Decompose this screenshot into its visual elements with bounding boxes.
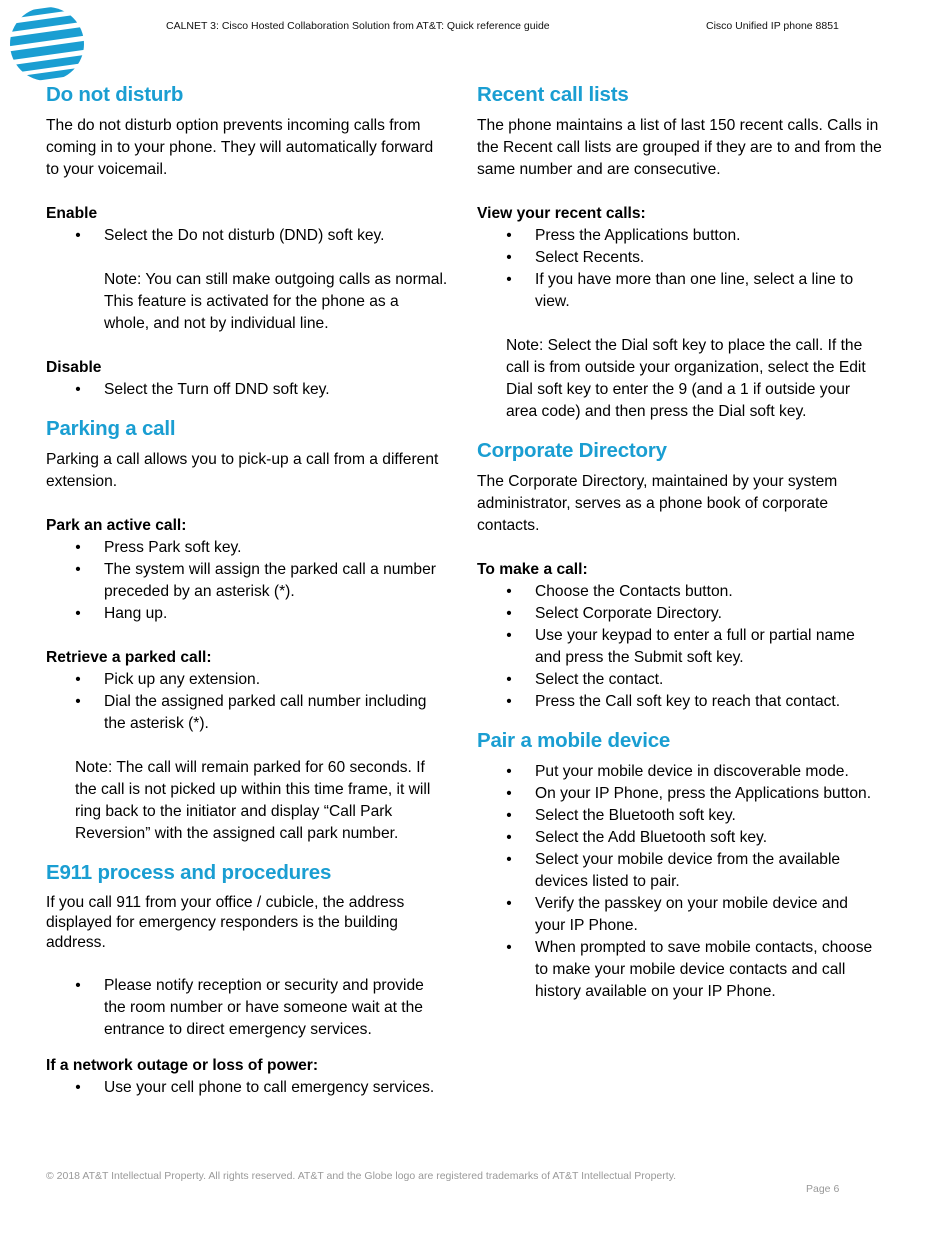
park-retrieve-label: Retrieve a parked call: <box>46 649 212 666</box>
park-active-list <box>46 537 448 625</box>
list-item: • Use your cell phone to call emergency services. <box>75 1079 435 1096</box>
directory-intro: The Corporate Directory, maintained by your system administrator, serves as a phone book of corporate contacts. <box>477 473 838 534</box>
header-title: CALNET 3: Cisco Hosted Collaboration Solution from AT&T: Quick reference guide <box>166 20 550 32</box>
list-item: • Hang up. <box>75 605 168 622</box>
list-item: • Please notify reception or security and provide the room number or have someone wait at the entrance to direct emergency services. <box>75 977 424 1038</box>
footer-copyright: © 2018 AT&T Intellectual Property. All rights reserved. AT&T and the Globe logo are registered trademarks of AT&T Intellectual Property. <box>46 1170 677 1182</box>
recent-intro: The phone maintains a list of last 150 recent calls. Calls in the Recent call lists are grouped if they are to and from the same number and are consecutive. <box>477 117 882 178</box>
left-column <box>46 82 448 1099</box>
list-item: • Select Recents. <box>506 249 645 266</box>
dnd-disable-label: Disable <box>46 359 102 376</box>
dnd-disable-list <box>46 379 448 401</box>
e911-list <box>46 975 448 1041</box>
list-item: • If you have more than one line, select a line to view. <box>506 271 854 310</box>
recent-view-label: View your recent calls: <box>477 205 646 222</box>
list-item: • The system will assign the parked call a number preceded by an asterisk (*). <box>75 561 436 600</box>
park-intro: Parking a call allows you to pick-up a call from a different extension. <box>46 451 439 490</box>
list-item: • Use your keypad to enter a full or partial name and press the Submit soft key. <box>506 627 855 666</box>
list-item: • Select Corporate Directory. <box>506 605 722 622</box>
list-item: • Verify the passkey on your mobile device and your IP Phone. <box>506 895 848 934</box>
directory-call-label: To make a call: <box>477 561 588 578</box>
park-note: Note: The call will remain parked for 60 seconds. If the call is not picked up within this time frame, it will ring back to the initiator and display “Call Park Reversion” with the assigned call park number. <box>75 759 431 842</box>
pair-list <box>477 761 882 1003</box>
list-item: • Dial the assigned parked call number including the asterisk (*). <box>75 693 427 732</box>
list-item: • Select your mobile device from the available devices listed to pair. <box>506 851 841 890</box>
header-product: Cisco Unified IP phone 8851 <box>706 20 839 32</box>
list-item: • Select the Bluetooth soft key. <box>506 807 736 824</box>
list-item: • Press the Applications button. <box>506 227 741 244</box>
dnd-intro: The do not disturb option prevents incoming calls from coming in to your phone. They will automatically forward to your voicemail. <box>46 117 434 178</box>
dnd-enable-list <box>46 225 448 247</box>
park-heading: Parking a call <box>46 417 176 440</box>
e911-outage-list <box>46 1077 448 1099</box>
list-item: • When prompted to save mobile contacts, choose to make your mobile device contacts and call history available on your IP Phone. <box>506 939 873 1000</box>
list-item: • Select the Turn off DND soft key. <box>75 381 330 398</box>
list-item: • Choose the Contacts button. <box>506 583 733 600</box>
recent-note: Note: Select the Dial soft key to place the call. If the call is from outside your organization, select the Edit Dial soft key to enter the 9 (and a 1 if outside your area code) and then press the Dial soft key. <box>506 337 866 420</box>
list-item: • Select the contact. <box>506 671 664 688</box>
list-item: • Pick up any extension. <box>75 671 261 688</box>
e911-heading: E911 process and procedures <box>46 861 332 884</box>
dnd-heading: Do not disturb <box>46 83 184 106</box>
recent-list <box>477 225 882 313</box>
park-active-label: Park an active call: <box>46 517 187 534</box>
directory-list <box>477 581 882 713</box>
att-globe-icon <box>9 6 85 82</box>
list-item: • On your IP Phone, press the Applications button. <box>506 785 872 802</box>
directory-heading: Corporate Directory <box>477 439 667 462</box>
dnd-enable-note: Note: You can still make outgoing calls as normal. This feature is activated for the phone as a whole, and not by individual line. <box>104 271 448 332</box>
list-item: • Select the Add Bluetooth soft key. <box>506 829 768 846</box>
recent-heading: Recent call lists <box>477 83 629 106</box>
e911-intro: If you call 911 from your office / cubicle, the address displayed for emergency responders is the building address. <box>46 894 405 951</box>
pair-heading: Pair a mobile device <box>477 729 671 752</box>
list-item: • Press the Call soft key to reach that contact. <box>506 693 841 710</box>
dnd-enable-label: Enable <box>46 205 98 222</box>
park-retrieve-list <box>46 669 448 735</box>
list-item: • Press Park soft key. <box>75 539 242 556</box>
list-item: • Select the Do not disturb (DND) soft key. <box>75 227 385 244</box>
right-column <box>477 82 882 1003</box>
list-item: • Put your mobile device in discoverable mode. <box>506 763 849 780</box>
e911-outage-label: If a network outage or loss of power: <box>46 1057 319 1074</box>
page-number: Page 6 <box>806 1183 840 1195</box>
